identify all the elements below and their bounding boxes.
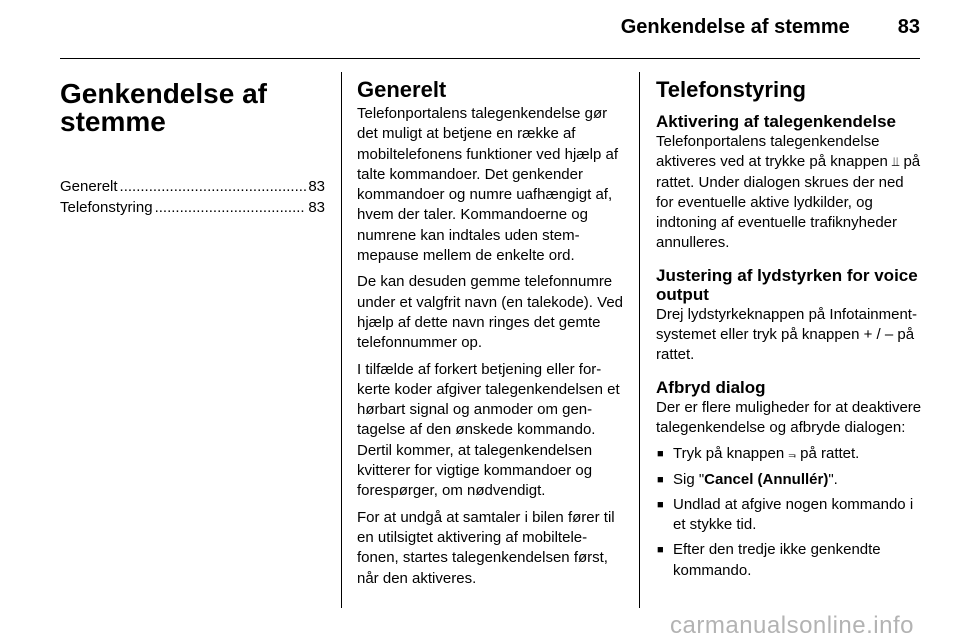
- table-of-contents: [60, 176, 325, 218]
- running-header: [621, 16, 920, 39]
- paragraph: I tilfælde af forkert betjening eller forkerte koder afgiver talegenkendelsen et hørbart signal og anmoder om gentagelse af den ønskede kommando. Dertil kommer, at talegenkendelsen kvitterer for vigtige kommandoer og forespørger, om nødvendigt.: [357, 360, 620, 500]
- toc-entry-generelt[interactable]: [60, 176, 325, 197]
- column-divider-1: [341, 72, 342, 608]
- paragraph-cancel-intro: Der er flere muligheder for at deaktivere talegenkendelse og afbryde dialogen:: [656, 398, 922, 436]
- generelt-section: [357, 74, 623, 595]
- hang-up-button-icon: ⫬: [788, 446, 796, 462]
- subheading-activation: Aktivering af talegenkendelse: [656, 112, 896, 131]
- subheading-volume: Justering af lydstyrken for voice output: [656, 265, 918, 304]
- text: på rattet.: [800, 445, 860, 463]
- watermark: carmanualsonline.info: [670, 612, 914, 639]
- chapter-title: Genkendelse af stemme: [60, 78, 267, 137]
- header-title: Genkendelse af stemme: [620, 16, 850, 38]
- telefonstyring-section: [656, 74, 924, 586]
- toc-entry-page: 83: [308, 199, 325, 216]
- paragraph-activation: [656, 132, 924, 254]
- list-item: ■ Efter den tredje ikke genkendte kommando.: [656, 540, 924, 581]
- paragraph: For at undgå at samtaler i bilen fører til en utilsigtet aktivering af mobiltelefonen, startes talegenkendelsen først, når den aktiveres.: [357, 508, 615, 587]
- section-title-generelt: Generelt: [357, 77, 447, 102]
- text: Telefonportalens talegenkendelse aktiveres ved at trykke på knappen: [656, 133, 888, 171]
- list-item: ■ Undlad at afgive nogen kommando i et stykke tid.: [656, 495, 924, 536]
- header-rule: [60, 58, 920, 59]
- list-item: [656, 444, 924, 464]
- list-item: [656, 470, 924, 490]
- cancel-options-list: [656, 444, 924, 581]
- column-divider-2: [639, 72, 640, 608]
- text: Tryk på knappen: [673, 445, 785, 463]
- toc-entry-label: Generelt: [60, 178, 118, 195]
- voice-talk-button-icon: ⫫: [891, 154, 900, 170]
- toc-entry-label: Telefonstyring: [60, 199, 153, 216]
- toc-leader-dots: [120, 176, 307, 197]
- voice-command-label: Cancel (Annullér): [704, 470, 829, 488]
- text: Sig ": [673, 470, 705, 488]
- paragraph: De kan desuden gemme telefonnumre under et valgfrit navn (en talekode). Ved hjælp af dette navn ringes det gemte telefonnummer op.: [357, 273, 624, 352]
- subheading-cancel: Afbryd dialog: [656, 377, 766, 397]
- toc-column: [60, 74, 325, 218]
- text: på rattet. Under dialogen skrues der ned for eventuelle aktive lydkilder, og indtoning af eventuelle trafiknyheder annulleres.: [656, 153, 921, 252]
- section-title-telefonstyring: Telefonstyring: [656, 77, 806, 102]
- toc-entry-telefonstyring[interactable]: [60, 197, 325, 218]
- text: ".: [828, 470, 838, 488]
- paragraph-volume: Drej lydstyrkeknappen på Infotainment-systemet eller tryk på knappen + / – på rattet.: [656, 305, 917, 364]
- page-number: 83: [897, 16, 920, 38]
- toc-entry-page: 83: [308, 178, 325, 195]
- toc-leader-dots: [155, 197, 307, 218]
- paragraph: Telefonportalens talegenkendelse gør det muligt at betjene en række af mobiltelefonens funktioner ved hjælp af talte kommandoer. Det genkender kommandoer og numre uafhængigt af, hvem der taler. Kommandoerne og numrene kan indtales uden stemmepause mellem de enkelte ord.: [357, 105, 618, 265]
